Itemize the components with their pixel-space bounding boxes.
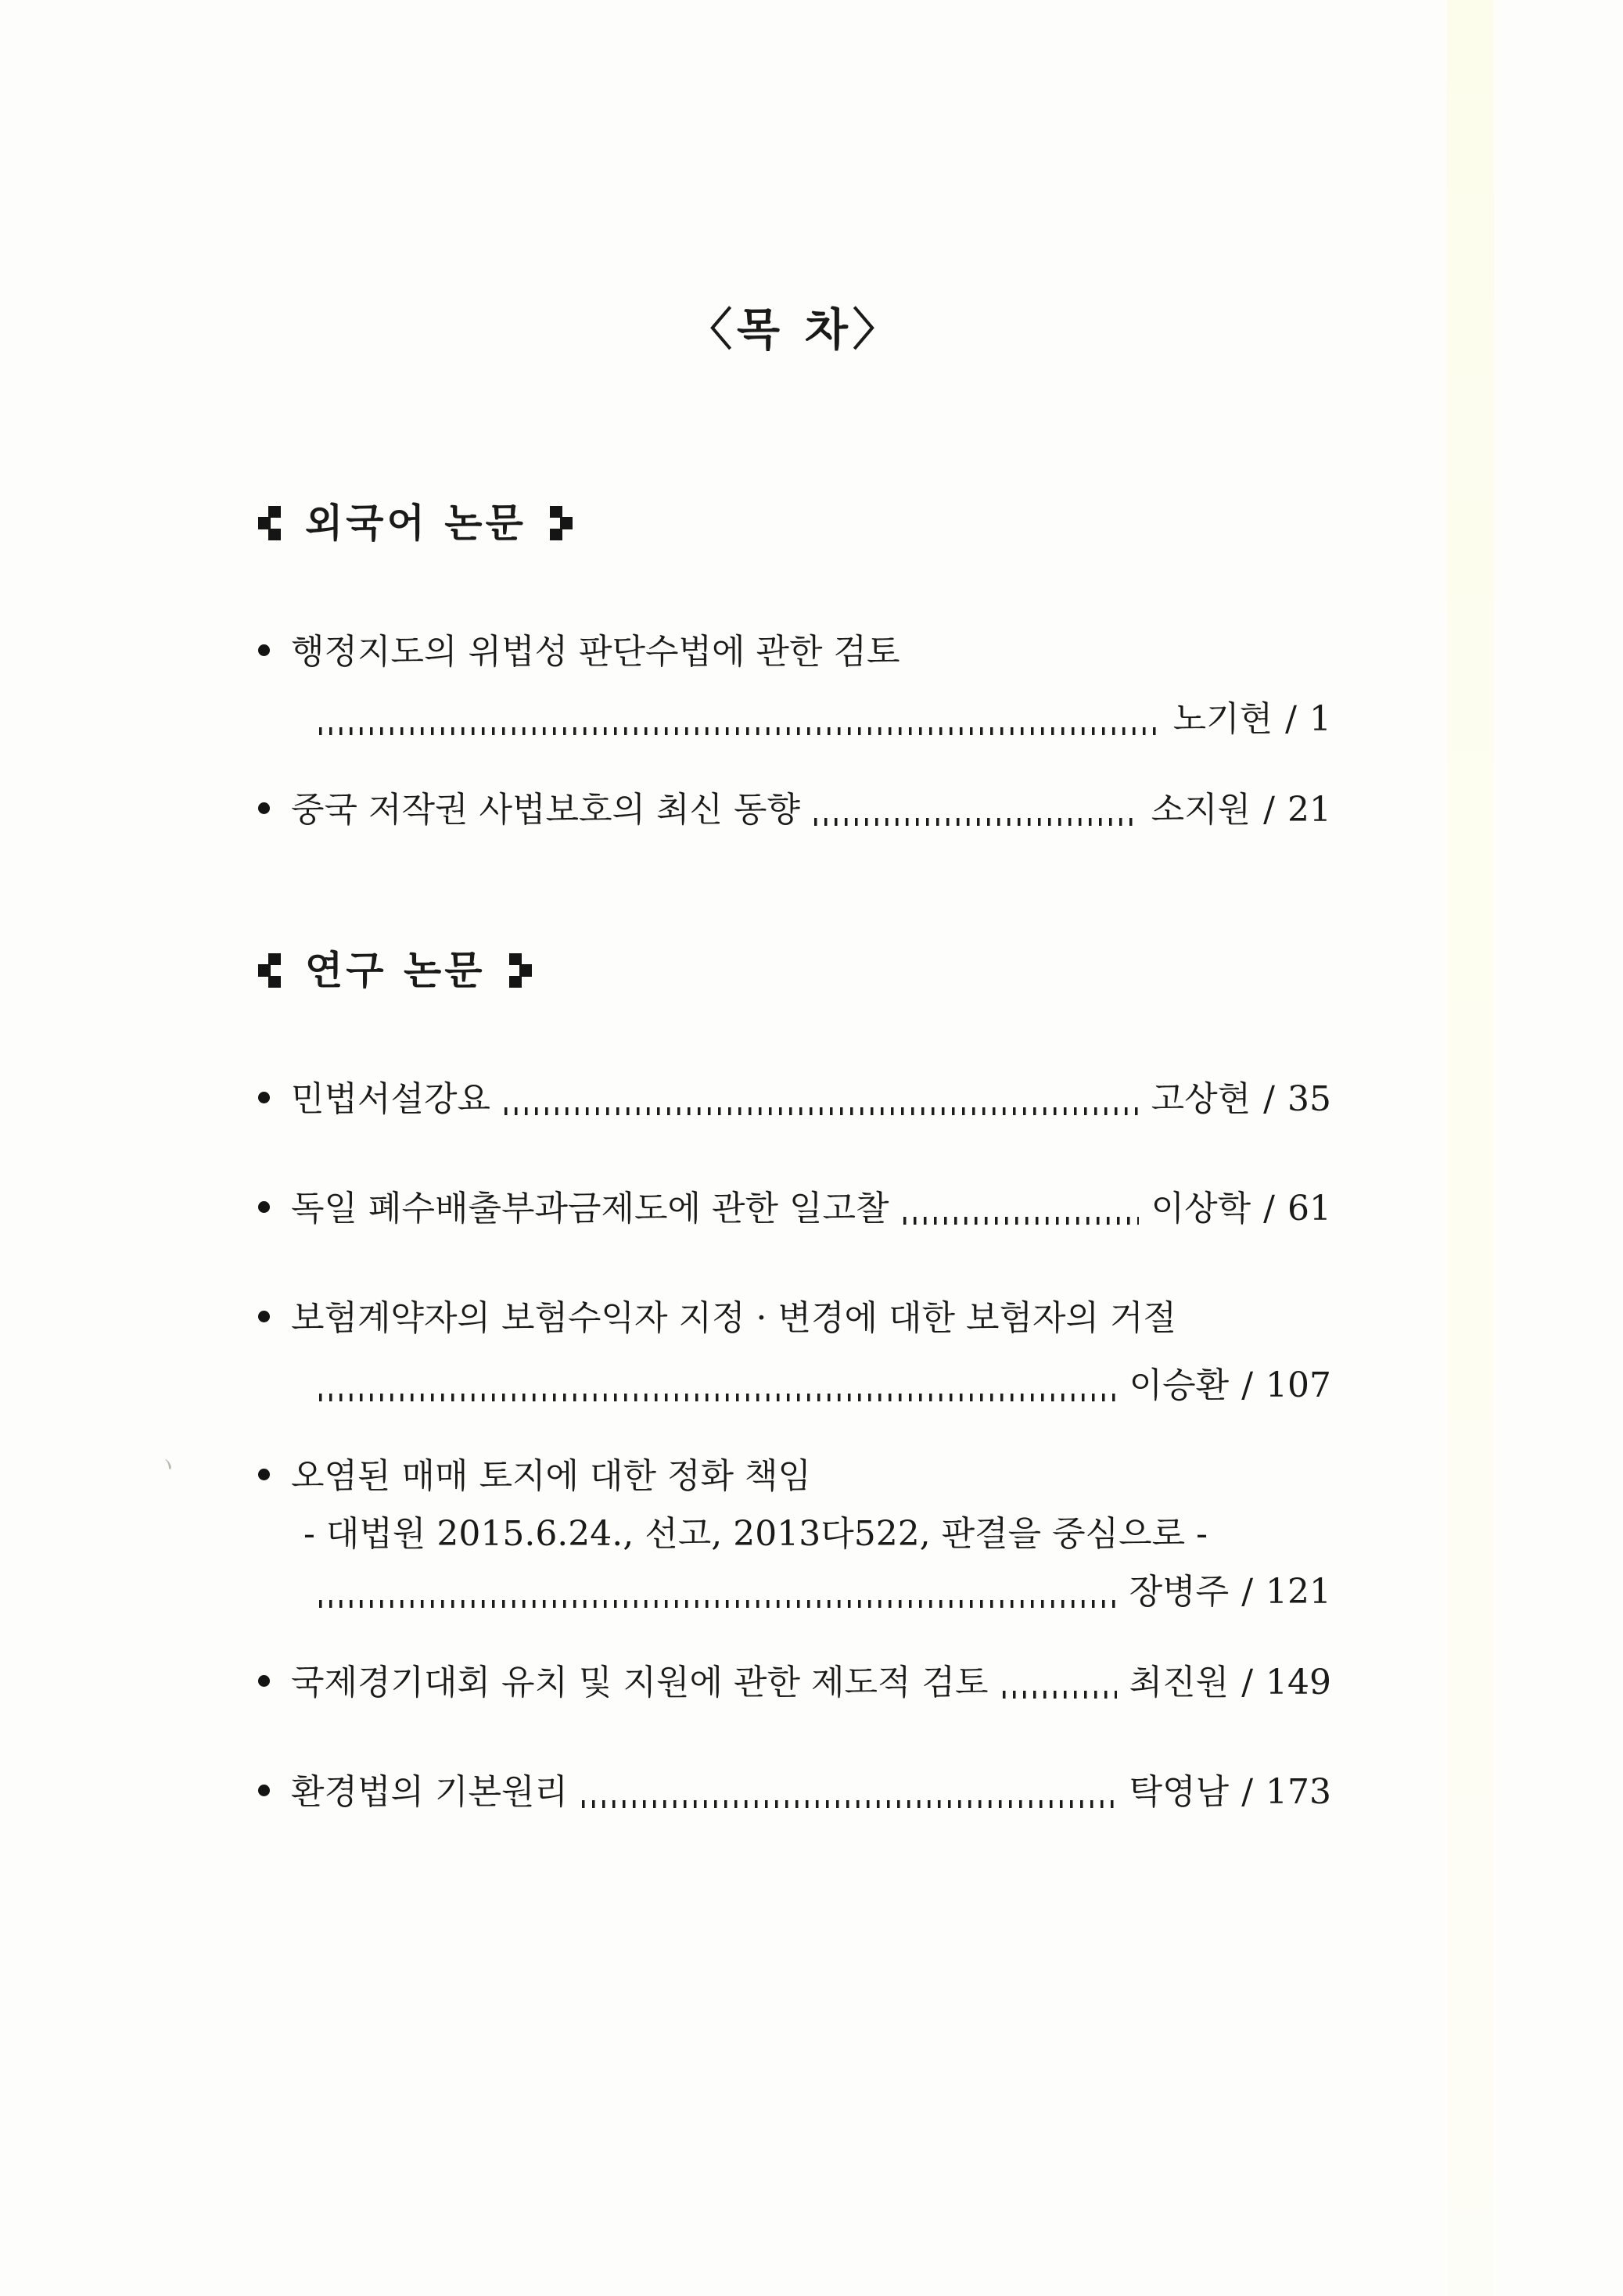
entry-title: 오염된 매매 토지에 대한 정화 책임: [291, 1456, 811, 1496]
entry-page: 35: [1287, 1079, 1331, 1119]
section-label: 외국어 논문: [305, 500, 526, 546]
entry-separator: /: [1263, 1189, 1275, 1229]
section-header-research: [258, 945, 1331, 996]
toc-entry: [258, 1767, 1331, 1818]
toc-entry: [258, 784, 1331, 836]
entry-title-line: [258, 1657, 1331, 1709]
entry-page: 107: [1266, 1365, 1331, 1405]
scan-edge-artifact: [1447, 0, 1494, 2296]
entry-title-line: [258, 1074, 1331, 1125]
entry-title: 보험계약자의 보험수익자 지정 · 변경에 대한 보험자의 거절: [291, 1298, 1176, 1338]
entry-page: 173: [1266, 1772, 1331, 1812]
toc-entry: [258, 1074, 1331, 1125]
entry-separator: /: [1241, 1572, 1254, 1612]
bullet-icon: [258, 1469, 270, 1480]
bullet-icon: [258, 1092, 270, 1103]
leader-dots: [1003, 1691, 1117, 1699]
entry-byline: [1129, 1657, 1331, 1709]
section-entries: [258, 1074, 1331, 1818]
entry-leader-line: [258, 694, 1331, 745]
section-entries: [258, 626, 1331, 836]
leader-dots: [903, 1217, 1139, 1225]
toc-content: [258, 303, 1331, 1818]
leader-dots: [319, 727, 1161, 735]
entry-byline: [1129, 1360, 1331, 1412]
entry-title-line: [258, 1183, 1331, 1235]
entry-page: 121: [1266, 1572, 1331, 1612]
entry-author: 이승환: [1129, 1365, 1230, 1405]
toc-entry: [258, 1183, 1331, 1235]
bullet-icon: [258, 644, 270, 656]
section-ornament-right-icon: [550, 506, 573, 541]
entry-title-line: [258, 1451, 1331, 1502]
section-header-foreign: [258, 498, 1331, 548]
entry-title: 민법서설강요: [291, 1079, 491, 1119]
scan-speck: ヽ: [153, 1449, 182, 1481]
entry-subtitle: - 대법원 2015.6.24., 선고, 2013다522, 판결을 중심으로 -: [303, 1514, 1208, 1554]
entry-byline: [1151, 1183, 1331, 1235]
entry-title: 독일 폐수배출부과금제도에 관한 일고찰: [291, 1189, 889, 1229]
bullet-icon: [258, 1201, 270, 1213]
leader-dots: [814, 818, 1139, 826]
entry-byline: [1151, 784, 1331, 836]
entry-separator: /: [1241, 1663, 1254, 1702]
entry-author: 탁영남: [1129, 1772, 1230, 1812]
leader-dots: [319, 1394, 1117, 1401]
entry-separator: /: [1241, 1365, 1254, 1405]
entry-byline: [1129, 1767, 1331, 1818]
entry-page: 21: [1287, 790, 1331, 830]
entry-author: 노기현: [1172, 699, 1273, 739]
entry-title: 환경법의 기본원리: [291, 1772, 569, 1812]
entry-byline: [1151, 1074, 1331, 1125]
entry-author: 최진원: [1129, 1663, 1230, 1702]
entry-title-line: [258, 1767, 1331, 1818]
toc-entry: [258, 1451, 1331, 1618]
entry-separator: /: [1241, 1772, 1254, 1812]
entry-page: 1: [1309, 699, 1331, 739]
entry-byline: [1173, 694, 1331, 745]
toc-entry: [258, 1293, 1331, 1412]
toc-entry: [258, 626, 1331, 745]
entry-author: 장병주: [1129, 1572, 1230, 1612]
entry-title-line: [258, 626, 1331, 678]
entry-page: 61: [1287, 1189, 1331, 1229]
entry-separator: /: [1285, 699, 1297, 739]
entry-page: 149: [1266, 1663, 1331, 1702]
entry-separator: /: [1263, 1079, 1275, 1119]
leader-dots: [319, 1600, 1117, 1608]
entry-author: 고상현: [1151, 1079, 1251, 1119]
section-label: 연구 논문: [305, 947, 486, 993]
bullet-icon: [258, 1311, 270, 1322]
toc-entry: [258, 1657, 1331, 1709]
section-ornament-left-icon: [258, 506, 282, 541]
entry-title: 행정지도의 위법성 판단수법에 관한 검토: [291, 632, 900, 672]
entry-author: 이상학: [1151, 1189, 1251, 1229]
leader-dots: [504, 1107, 1139, 1115]
leader-dots: [582, 1800, 1117, 1808]
page-title: 〈목 차〉: [688, 303, 902, 356]
entry-title-line: [258, 1293, 1331, 1344]
entry-author: 소지원: [1151, 790, 1251, 830]
bullet-icon: [258, 802, 270, 814]
section-ornament-left-icon: [258, 953, 282, 988]
section-ornament-right-icon: [509, 953, 533, 988]
entry-separator: /: [1263, 790, 1275, 830]
entry-title: 국제경기대회 유치 및 지원에 관한 제도적 검토: [291, 1663, 989, 1702]
bullet-icon: [258, 1785, 270, 1796]
entry-title: 중국 저작권 사법보호의 최신 동향: [291, 790, 800, 830]
entry-title-line: [258, 784, 1331, 836]
entry-leader-line: [258, 1566, 1331, 1618]
bullet-icon: [258, 1675, 270, 1687]
entry-leader-line: [258, 1360, 1331, 1412]
entry-byline: [1129, 1566, 1331, 1618]
